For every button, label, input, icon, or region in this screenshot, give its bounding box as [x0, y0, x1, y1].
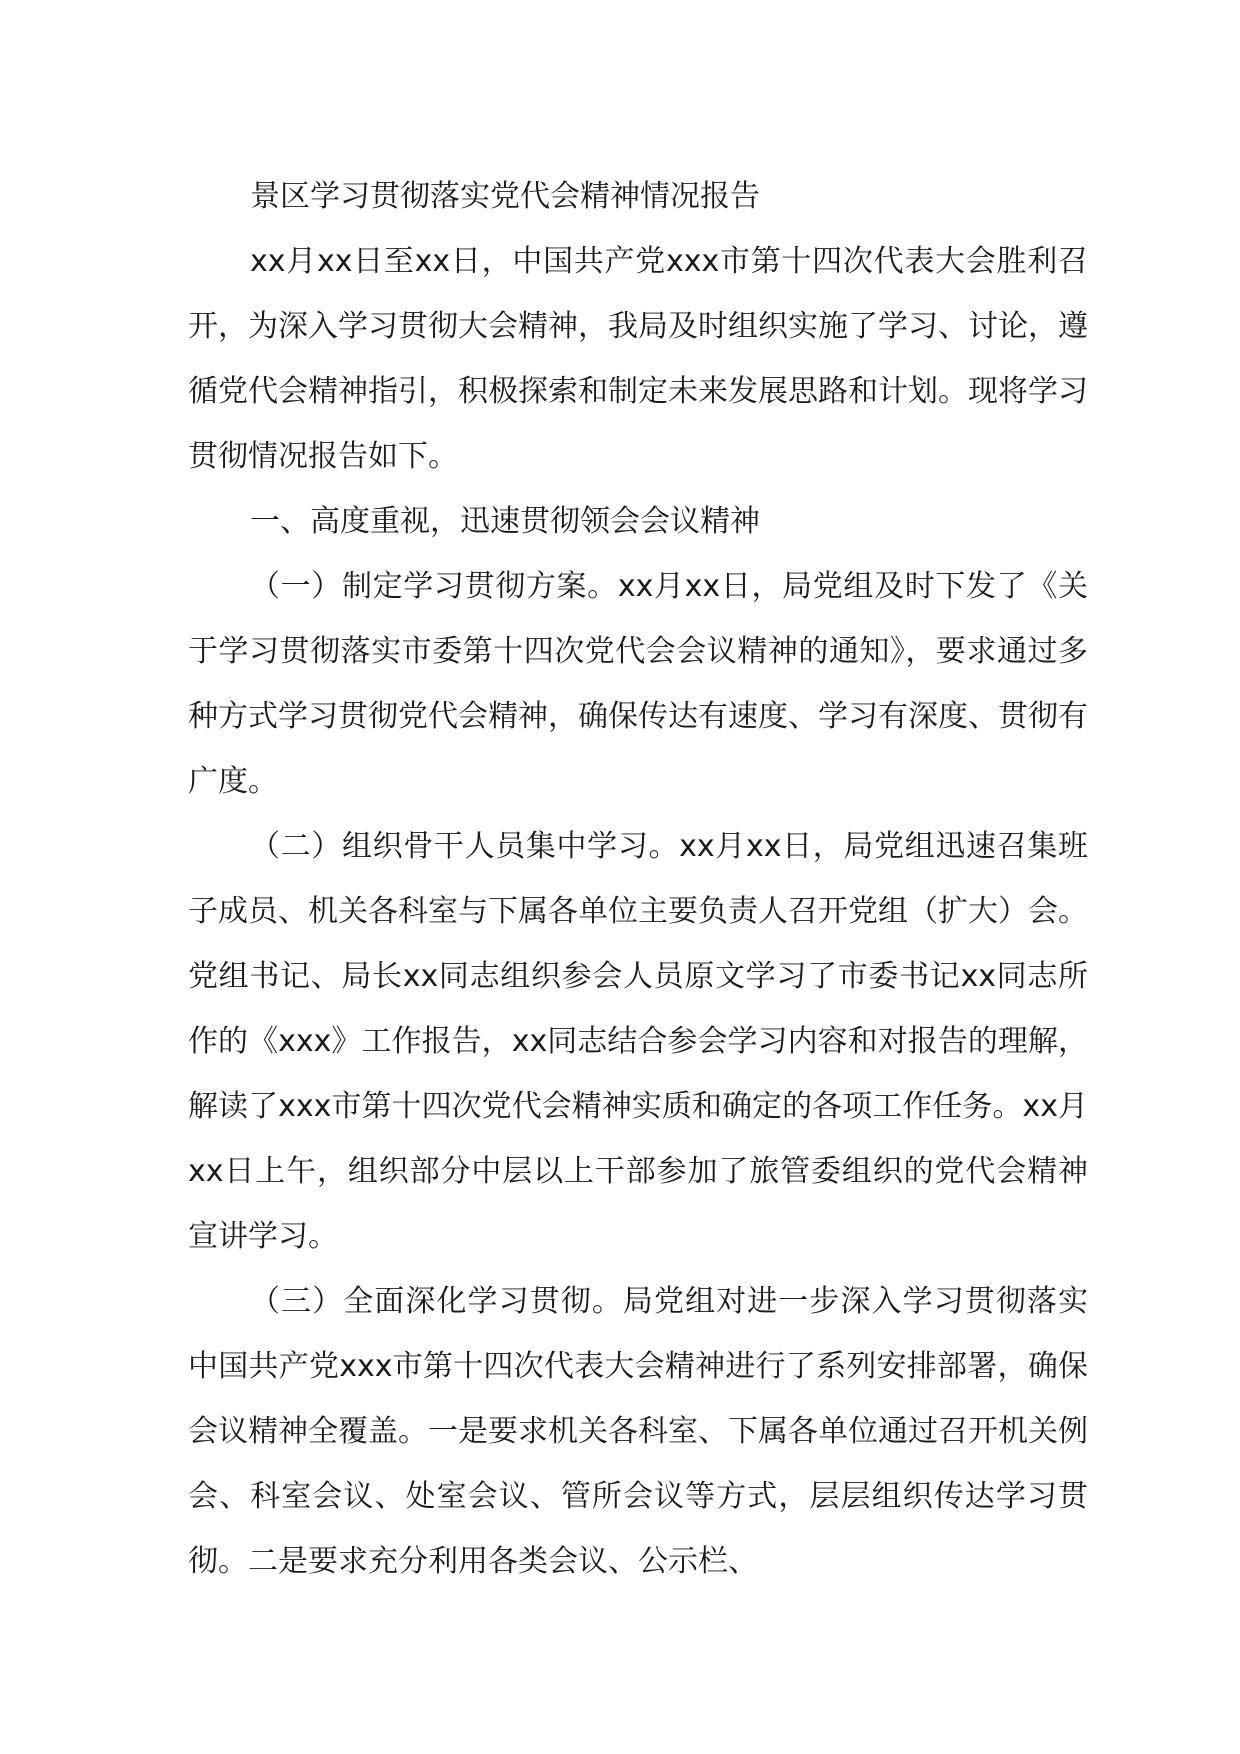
paragraph-item-1: （一）制定学习贯彻方案。xx月xx日，局党组及时下发了《关于学习贯彻落实市委第十四次党代会会议精神的通知》，要求通过多种方式学习贯彻党代会精神，确保传达有速度、学习有深度、贯彻有广度。 [188, 569, 1088, 799]
document-title: 景区学习贯彻落实党代会精神情况报告 [250, 179, 760, 214]
document-body [188, 164, 1088, 1594]
paragraph-intro: xx月xx日至xx日，中国共产党xxx市第十四次代表大会胜利召开，为深入学习贯彻大会精神，我局及时组织实施了学习、讨论，遵循党代会精神指引，积极探索和制定未来发展思路和计划。现将学习贯彻情况报告如下。 [188, 244, 1088, 474]
paragraph-item-3: （三）全面深化学习贯彻。局党组对进一步深入学习贯彻落实中国共产党xxx市第十四次代表大会精神进行了系列安排部署，确保会议精神全覆盖。一是要求机关各科室、下属各单位通过召开机关例会、科室会议、处室会议、管所会议等方式，层层组织传达学习贯彻。二是要求充分利用各类会议、公示栏、 [188, 1284, 1088, 1579]
section-heading-1: 一、高度重视，迅速贯彻领会会议精神 [250, 504, 760, 539]
paragraph-item-2: （二）组织骨干人员集中学习。xx月xx日，局党组迅速召集班子成员、机关各科室与下属各单位主要负责人召开党组（扩大）会。党组书记、局长xx同志组织参会人员原文学习了市委书记xx同志所作的《xxx》工作报告，xx同志结合参会学习内容和对报告的理解，解读了xxx市第十四次党代会精神实质和确定的各项工作任务。xx月xx日上午，组织部分中层以上干部参加了旅管委组织的党代会精神宣讲学习。 [188, 829, 1088, 1254]
